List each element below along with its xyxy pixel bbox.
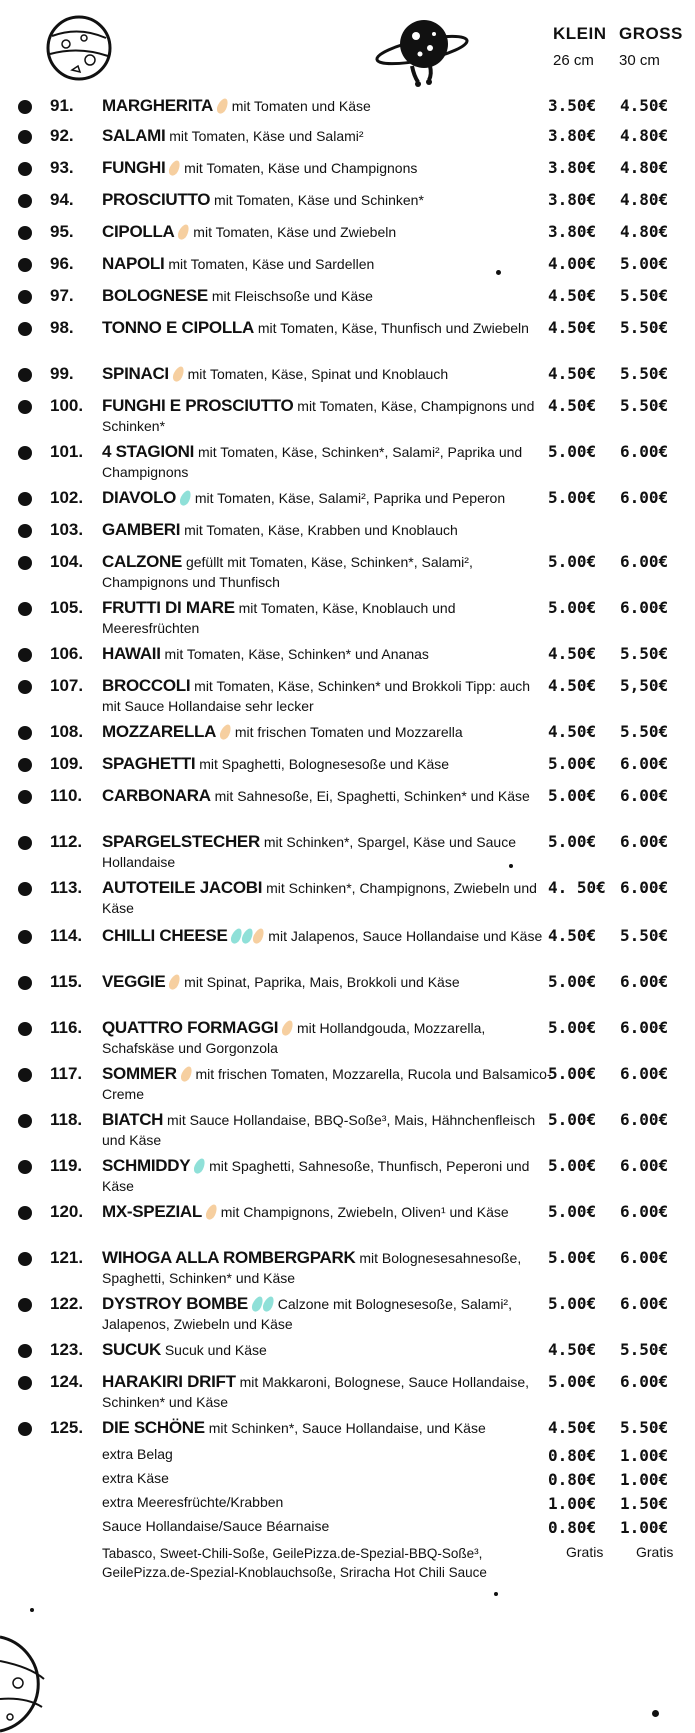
item-name: WIHOGA ALLA ROMBERGPARK (102, 1248, 356, 1267)
item-name: SCHMIDDY (102, 1156, 191, 1175)
item-number: 118. (50, 1110, 83, 1129)
item-number: 102. (50, 488, 84, 507)
item-ingredients: mit Tomaten, Käse, Thunfisch und Zwiebeln (257, 320, 529, 336)
price-klein: 3.80€ (548, 190, 597, 209)
extra-label: extra Meeresfrüchte/Krabben (102, 1494, 284, 1510)
item-description (102, 1064, 552, 1104)
item-number: 95. (50, 222, 74, 241)
price-klein: 5.00€ (548, 1202, 597, 1221)
price-klein: 3.80€ (548, 126, 597, 145)
item-description (102, 442, 552, 482)
ringed-planet-icon (372, 10, 472, 90)
item-number: 109. (50, 754, 84, 773)
item-description (102, 254, 552, 274)
bullet-dot (18, 322, 32, 336)
item-ingredients: mit Schinken*, Sauce Hollandaise, und Käse (208, 1420, 486, 1436)
price-gross: 5.50€ (620, 722, 669, 741)
item-description (102, 1202, 552, 1222)
price-gross: 4.80€ (620, 222, 669, 241)
item-number: 106. (50, 644, 84, 663)
item-number: 94. (50, 190, 74, 209)
item-number: 98. (50, 318, 74, 337)
item-name: GAMBERI (102, 520, 181, 539)
item-name: SUCUK (102, 1340, 161, 1359)
item-ingredients: mit Spaghetti, Sahnesoße, Thunfisch, Peperoni und Käse (102, 1158, 530, 1194)
item-name: VEGGIE (102, 972, 166, 991)
item-description (102, 158, 552, 178)
item-number: 105. (50, 598, 84, 617)
bullet-dot (18, 258, 32, 272)
chili-mild-icon (176, 223, 191, 241)
price-gross: 4.50€ (620, 96, 669, 115)
item-description (102, 722, 552, 742)
price-gross: 6.00€ (620, 972, 669, 991)
item-name: FRUTTI DI MARE (102, 598, 235, 617)
item-number: 108. (50, 722, 84, 741)
item-description (102, 1340, 552, 1360)
item-name: HARAKIRI DRIFT (102, 1372, 236, 1391)
price-gross: 6.00€ (620, 832, 669, 851)
item-description (102, 878, 552, 918)
chili-mild-icon (167, 159, 182, 177)
item-name: SPINACI (102, 364, 169, 383)
item-name: DIE SCHÖNE (102, 1418, 205, 1437)
item-ingredients: mit frischen Tomaten und Mozzarella (234, 724, 463, 740)
item-name: DIAVOLO (102, 488, 177, 507)
price-gross: 5.50€ (620, 364, 669, 383)
item-description (102, 488, 552, 508)
bullet-dot (18, 680, 32, 694)
price-gross: 4.80€ (620, 190, 669, 209)
item-description (102, 96, 552, 116)
price-gross: 6.00€ (620, 1294, 669, 1313)
price-klein: 4.50€ (548, 364, 597, 383)
gross-size: 30 cm (619, 52, 660, 69)
price-klein: 5.00€ (548, 786, 597, 805)
price-klein: 4.50€ (548, 1340, 597, 1359)
price-klein: 4.50€ (548, 1418, 597, 1437)
menu-header (0, 0, 695, 95)
item-description (102, 676, 552, 716)
bullet-dot (18, 836, 32, 850)
bullet-dot (18, 100, 32, 114)
extra-label: extra Käse (102, 1470, 169, 1486)
price-klein: 4.50€ (548, 318, 597, 337)
item-ingredients: mit Tomaten, Käse, Schinken* und Ananas (164, 646, 429, 662)
item-number: 96. (50, 254, 74, 273)
bullet-dot (18, 1160, 32, 1174)
item-description (102, 126, 552, 146)
bullet-dot (18, 524, 32, 538)
bullet-dot (18, 556, 32, 570)
price-klein: 5.00€ (548, 552, 597, 571)
gross-label: GROSS (619, 24, 683, 43)
price-gross: 4.80€ (620, 158, 669, 177)
item-number: 91. (50, 96, 74, 115)
item-ingredients: Calzone mit Bolognesesoße, Salami², Jalapenos, Zwiebeln und Käse (102, 1296, 512, 1332)
bullet-dot (18, 492, 32, 506)
bullet-dot (18, 602, 32, 616)
price-gross: 5.50€ (620, 1418, 669, 1437)
item-ingredients: Sucuk und Käse (164, 1342, 267, 1358)
item-ingredients: mit Tomaten, Käse, Schinken* und Brokkoli Tipp: auch mit Sauce Hollandaise sehr lecker (102, 678, 531, 714)
klein-column-header (553, 24, 607, 69)
bullet-dot (18, 726, 32, 740)
item-name: FUNGHI E PROSCIUTTO (102, 396, 294, 415)
item-ingredients: mit Champignons, Zwiebeln, Oliven¹ und Käse (220, 1204, 509, 1220)
chili-mild-icon (251, 927, 266, 945)
price-klein: 4.50€ (548, 396, 597, 415)
item-description (102, 926, 552, 946)
item-description (102, 1018, 552, 1058)
item-description (102, 644, 552, 664)
item-ingredients: mit Makkaroni, Bolognese, Sauce Hollandaise, Schinken* und Käse (102, 1374, 530, 1410)
bullet-dot (18, 1376, 32, 1390)
item-ingredients: mit Fleischsoße und Käse (211, 288, 373, 304)
price-gross: 6.00€ (620, 598, 669, 617)
item-ingredients: mit Hollandgouda, Mozzarella, Schafskäse und Gorgonzola (102, 1020, 486, 1056)
price-klein: 3.80€ (548, 222, 597, 241)
item-ingredients: mit Tomaten, Käse, Salami², Paprika und Peperon (194, 490, 506, 506)
extra-price-gross: 1.50€ (620, 1494, 669, 1513)
item-number: 123. (50, 1340, 84, 1359)
item-number: 97. (50, 286, 74, 305)
item-name: SOMMER (102, 1064, 177, 1083)
chili-hot-icon (178, 489, 193, 507)
item-description (102, 286, 552, 306)
item-description (102, 786, 552, 806)
bullet-dot (18, 290, 32, 304)
item-ingredients: mit Tomaten, Käse, Knoblauch und Meeresfrüchten (102, 600, 456, 636)
item-ingredients: mit Tomaten, Käse, Krabben und Knoblauch (184, 522, 458, 538)
item-number: 120. (50, 1202, 84, 1221)
klein-size: 26 cm (553, 52, 594, 69)
item-name: QUATTRO FORMAGGI (102, 1018, 279, 1037)
item-description (102, 1110, 552, 1150)
item-name: NAPOLI (102, 254, 165, 273)
item-name: CARBONARA (102, 786, 211, 805)
price-gross: 5.50€ (620, 644, 669, 663)
item-number: 124. (50, 1372, 84, 1391)
item-number: 125. (50, 1418, 84, 1437)
price-klein: 5.00€ (548, 754, 597, 773)
item-name: SPARGELSTECHER (102, 832, 260, 851)
item-name: CIPOLLA (102, 222, 175, 241)
chili-mild-icon (179, 1065, 194, 1083)
item-ingredients: mit Spinat, Paprika, Mais, Brokkoli und Käse (184, 974, 460, 990)
price-klein: 5.00€ (548, 442, 597, 461)
item-name: BROCCOLI (102, 676, 191, 695)
extra-price-gross: Gratis (636, 1544, 674, 1560)
item-name: DYSTROY BOMBE (102, 1294, 248, 1313)
item-name: HAWAII (102, 644, 161, 663)
item-number: 121. (50, 1248, 84, 1267)
price-klein: 5.00€ (548, 488, 597, 507)
chili-mild-icon (204, 1203, 219, 1221)
bullet-dot (18, 758, 32, 772)
item-number: 99. (50, 364, 74, 383)
item-description (102, 190, 552, 210)
planet-logo-icon (44, 14, 114, 82)
item-ingredients: mit Schinken*, Champignons, Zwiebeln und Käse (102, 880, 537, 916)
planet-corner-icon (0, 1631, 60, 1733)
price-klein: 4.00€ (548, 254, 597, 273)
item-ingredients: mit Sauce Hollandaise, BBQ-Soße³, Mais, Hähnchenfleisch und Käse (102, 1112, 536, 1148)
item-description (102, 222, 552, 242)
chili-mild-icon (218, 723, 233, 741)
price-klein: 4. 50€ (548, 878, 606, 897)
bullet-dot (18, 1252, 32, 1266)
bullet-dot (18, 930, 32, 944)
item-name: MX-SPEZIAL (102, 1202, 202, 1221)
item-number: 122. (50, 1294, 84, 1313)
bullet-dot (18, 882, 32, 896)
item-ingredients: mit Sahnesoße, Ei, Spaghetti, Schinken* und Käse (214, 788, 530, 804)
item-ingredients: mit Tomaten, Käse und Schinken* (214, 192, 424, 208)
gross-column-header (619, 24, 683, 69)
price-klein: 4.50€ (548, 644, 597, 663)
speck-dot (652, 1710, 659, 1717)
price-gross: 5.50€ (620, 926, 669, 945)
price-gross: 6.00€ (620, 1372, 669, 1391)
bullet-dot (18, 226, 32, 240)
price-gross: 4.80€ (620, 126, 669, 145)
speck-dot (496, 270, 501, 275)
chili-mild-icon (167, 973, 182, 991)
item-description (102, 832, 552, 872)
item-name: TONNO E CIPOLLA (102, 318, 254, 337)
price-klein: 5.00€ (548, 1018, 597, 1037)
speck-dot (30, 1608, 34, 1612)
extra-price-klein: 0.80€ (548, 1518, 597, 1537)
bullet-dot (18, 400, 32, 414)
bullet-dot (18, 1022, 32, 1036)
item-description (102, 520, 552, 540)
price-klein: 5.00€ (548, 1294, 597, 1313)
item-ingredients: mit Tomaten, Käse, Champignons und Schinken* (102, 398, 535, 434)
item-number: 113. (50, 878, 83, 897)
bullet-dot (18, 1068, 32, 1082)
item-number: 107. (50, 676, 84, 695)
item-ingredients: mit Tomaten, Käse und Zwiebeln (193, 224, 397, 240)
item-name: SALAMI (102, 126, 166, 145)
item-name: MOZZARELLA (102, 722, 217, 741)
item-number: 104. (50, 552, 84, 571)
price-gross: 6.00€ (620, 878, 669, 897)
chili-hot-icon (192, 1157, 207, 1175)
extra-label: extra Belag (102, 1446, 173, 1462)
item-name: BOLOGNESE (102, 286, 208, 305)
item-description (102, 598, 552, 638)
price-gross: 5.50€ (620, 1340, 669, 1359)
extra-price-klein: Gratis (566, 1544, 604, 1560)
price-klein: 5.00€ (548, 1156, 597, 1175)
item-ingredients: mit Tomaten, Käse und Salami² (169, 128, 364, 144)
price-gross: 6.00€ (620, 1064, 669, 1083)
item-name: AUTOTEILE JACOBI (102, 878, 263, 897)
item-description (102, 1248, 552, 1288)
price-gross: 6.00€ (620, 488, 669, 507)
bullet-dot (18, 1114, 32, 1128)
item-number: 115. (50, 972, 83, 991)
bullet-dot (18, 446, 32, 460)
price-gross: 6.00€ (620, 1202, 669, 1221)
item-ingredients: mit frischen Tomaten, Mozzarella, Rucola und Balsamico-Creme (102, 1066, 552, 1102)
bullet-dot (18, 1344, 32, 1358)
bullet-dot (18, 976, 32, 990)
chili-hot-icon (261, 1295, 276, 1313)
item-number: 112. (50, 832, 83, 851)
price-klein: 3.50€ (548, 96, 597, 115)
item-ingredients: mit Tomaten, Käse und Champignons (184, 160, 418, 176)
price-gross: 5.50€ (620, 318, 669, 337)
bullet-dot (18, 130, 32, 144)
item-name: CHILLI CHEESE (102, 926, 228, 945)
chili-mild-icon (215, 97, 230, 115)
bullet-dot (18, 1206, 32, 1220)
bullet-dot (18, 162, 32, 176)
price-klein: 5.00€ (548, 598, 597, 617)
item-ingredients: mit Tomaten, Käse, Spinat und Knoblauch (187, 366, 449, 382)
extra-price-klein: 0.80€ (548, 1446, 597, 1465)
price-klein: 5.00€ (548, 972, 597, 991)
item-description (102, 1418, 552, 1438)
item-description (102, 552, 552, 592)
item-name: PROSCIUTTO (102, 190, 211, 209)
extra-price-klein: 0.80€ (548, 1470, 597, 1489)
item-ingredients: mit Schinken*, Spargel, Käse und Sauce Hollandaise (102, 834, 516, 870)
item-description (102, 1372, 552, 1412)
item-name: MARGHERITA (102, 96, 213, 115)
bullet-dot (18, 1298, 32, 1312)
bullet-dot (18, 1422, 32, 1436)
price-klein: 4.50€ (548, 926, 597, 945)
extra-label: Sauce Hollandaise/Sauce Béarnaise (102, 1518, 330, 1534)
bullet-dot (18, 368, 32, 382)
item-number: 116. (50, 1018, 83, 1037)
bullet-dot (18, 790, 32, 804)
price-klein: 5.00€ (548, 1110, 597, 1129)
item-ingredients: mit Tomaten und Käse (231, 98, 371, 114)
price-gross: 6.00€ (620, 1156, 669, 1175)
price-gross: 5.50€ (620, 286, 669, 305)
item-ingredients: mit Bolognesesahnesoße, Spaghetti, Schinken* und Käse (102, 1250, 522, 1286)
item-ingredients: mit Tomaten, Käse, Schinken*, Salami², Paprika und Champignons (102, 444, 523, 480)
item-name: 4 STAGIONI (102, 442, 195, 461)
item-number: 100. (50, 396, 84, 415)
item-description (102, 318, 552, 338)
price-gross: 6.00€ (620, 552, 669, 571)
item-number: 110. (50, 786, 83, 805)
item-ingredients: mit Tomaten, Käse und Sardellen (168, 256, 375, 272)
price-gross: 5.00€ (620, 254, 669, 273)
item-ingredients: mit Spaghetti, Bolognesesoße und Käse (199, 756, 450, 772)
bullet-dot (18, 648, 32, 662)
item-number: 92. (50, 126, 74, 145)
extra-price-klein: 1.00€ (548, 1494, 597, 1513)
chili-mild-icon (171, 365, 186, 383)
item-name: SPAGHETTI (102, 754, 196, 773)
item-number: 119. (50, 1156, 83, 1175)
extra-price-gross: 1.00€ (620, 1446, 669, 1465)
bullet-dot (18, 194, 32, 208)
price-klein: 4.50€ (548, 722, 597, 741)
price-gross: 6.00€ (620, 754, 669, 773)
item-number: 117. (50, 1064, 83, 1083)
price-gross: 6.00€ (620, 1018, 669, 1037)
item-description (102, 754, 552, 774)
item-name: BIATCH (102, 1110, 164, 1129)
price-gross: 6.00€ (620, 786, 669, 805)
item-name: FUNGHI (102, 158, 166, 177)
item-name: CALZONE (102, 552, 183, 571)
price-klein: 5.00€ (548, 1064, 597, 1083)
price-gross: 5,50€ (620, 676, 669, 695)
item-number: 101. (50, 442, 84, 461)
speck-dot (509, 864, 513, 868)
price-klein: 5.00€ (548, 832, 597, 851)
price-gross: 6.00€ (620, 1248, 669, 1267)
item-ingredients: gefüllt mit Tomaten, Käse, Schinken*, Salami², Champignons und Thunfisch (102, 554, 473, 590)
extra-price-gross: 1.00€ (620, 1518, 669, 1537)
item-description (102, 364, 552, 384)
price-klein: 5.00€ (548, 1372, 597, 1391)
price-klein: 4.50€ (548, 676, 597, 695)
price-klein: 5.00€ (548, 1248, 597, 1267)
price-gross: 5.50€ (620, 396, 669, 415)
price-klein: 4.50€ (548, 286, 597, 305)
speck-dot (494, 1592, 498, 1596)
item-description (102, 1294, 552, 1334)
item-ingredients: mit Jalapenos, Sauce Hollandaise und Käse (268, 928, 543, 944)
extra-price-gross: 1.00€ (620, 1470, 669, 1489)
item-description (102, 972, 552, 992)
price-klein: 3.80€ (548, 158, 597, 177)
item-number: 103. (50, 520, 84, 539)
item-number: 93. (50, 158, 74, 177)
extra-label: Tabasco, Sweet-Chili-Soße, GeilePizza.de-Spezial-BBQ-Soße³, GeilePizza.de-Spezial-Knoblauchsoße, Sriracha Hot Chili Sauce (102, 1546, 487, 1580)
price-gross: 6.00€ (620, 1110, 669, 1129)
chili-mild-icon (280, 1019, 295, 1037)
klein-label: KLEIN (553, 24, 607, 43)
item-description (102, 1156, 552, 1196)
item-description (102, 396, 552, 436)
item-number: 114. (50, 926, 83, 945)
price-gross: 6.00€ (620, 442, 669, 461)
